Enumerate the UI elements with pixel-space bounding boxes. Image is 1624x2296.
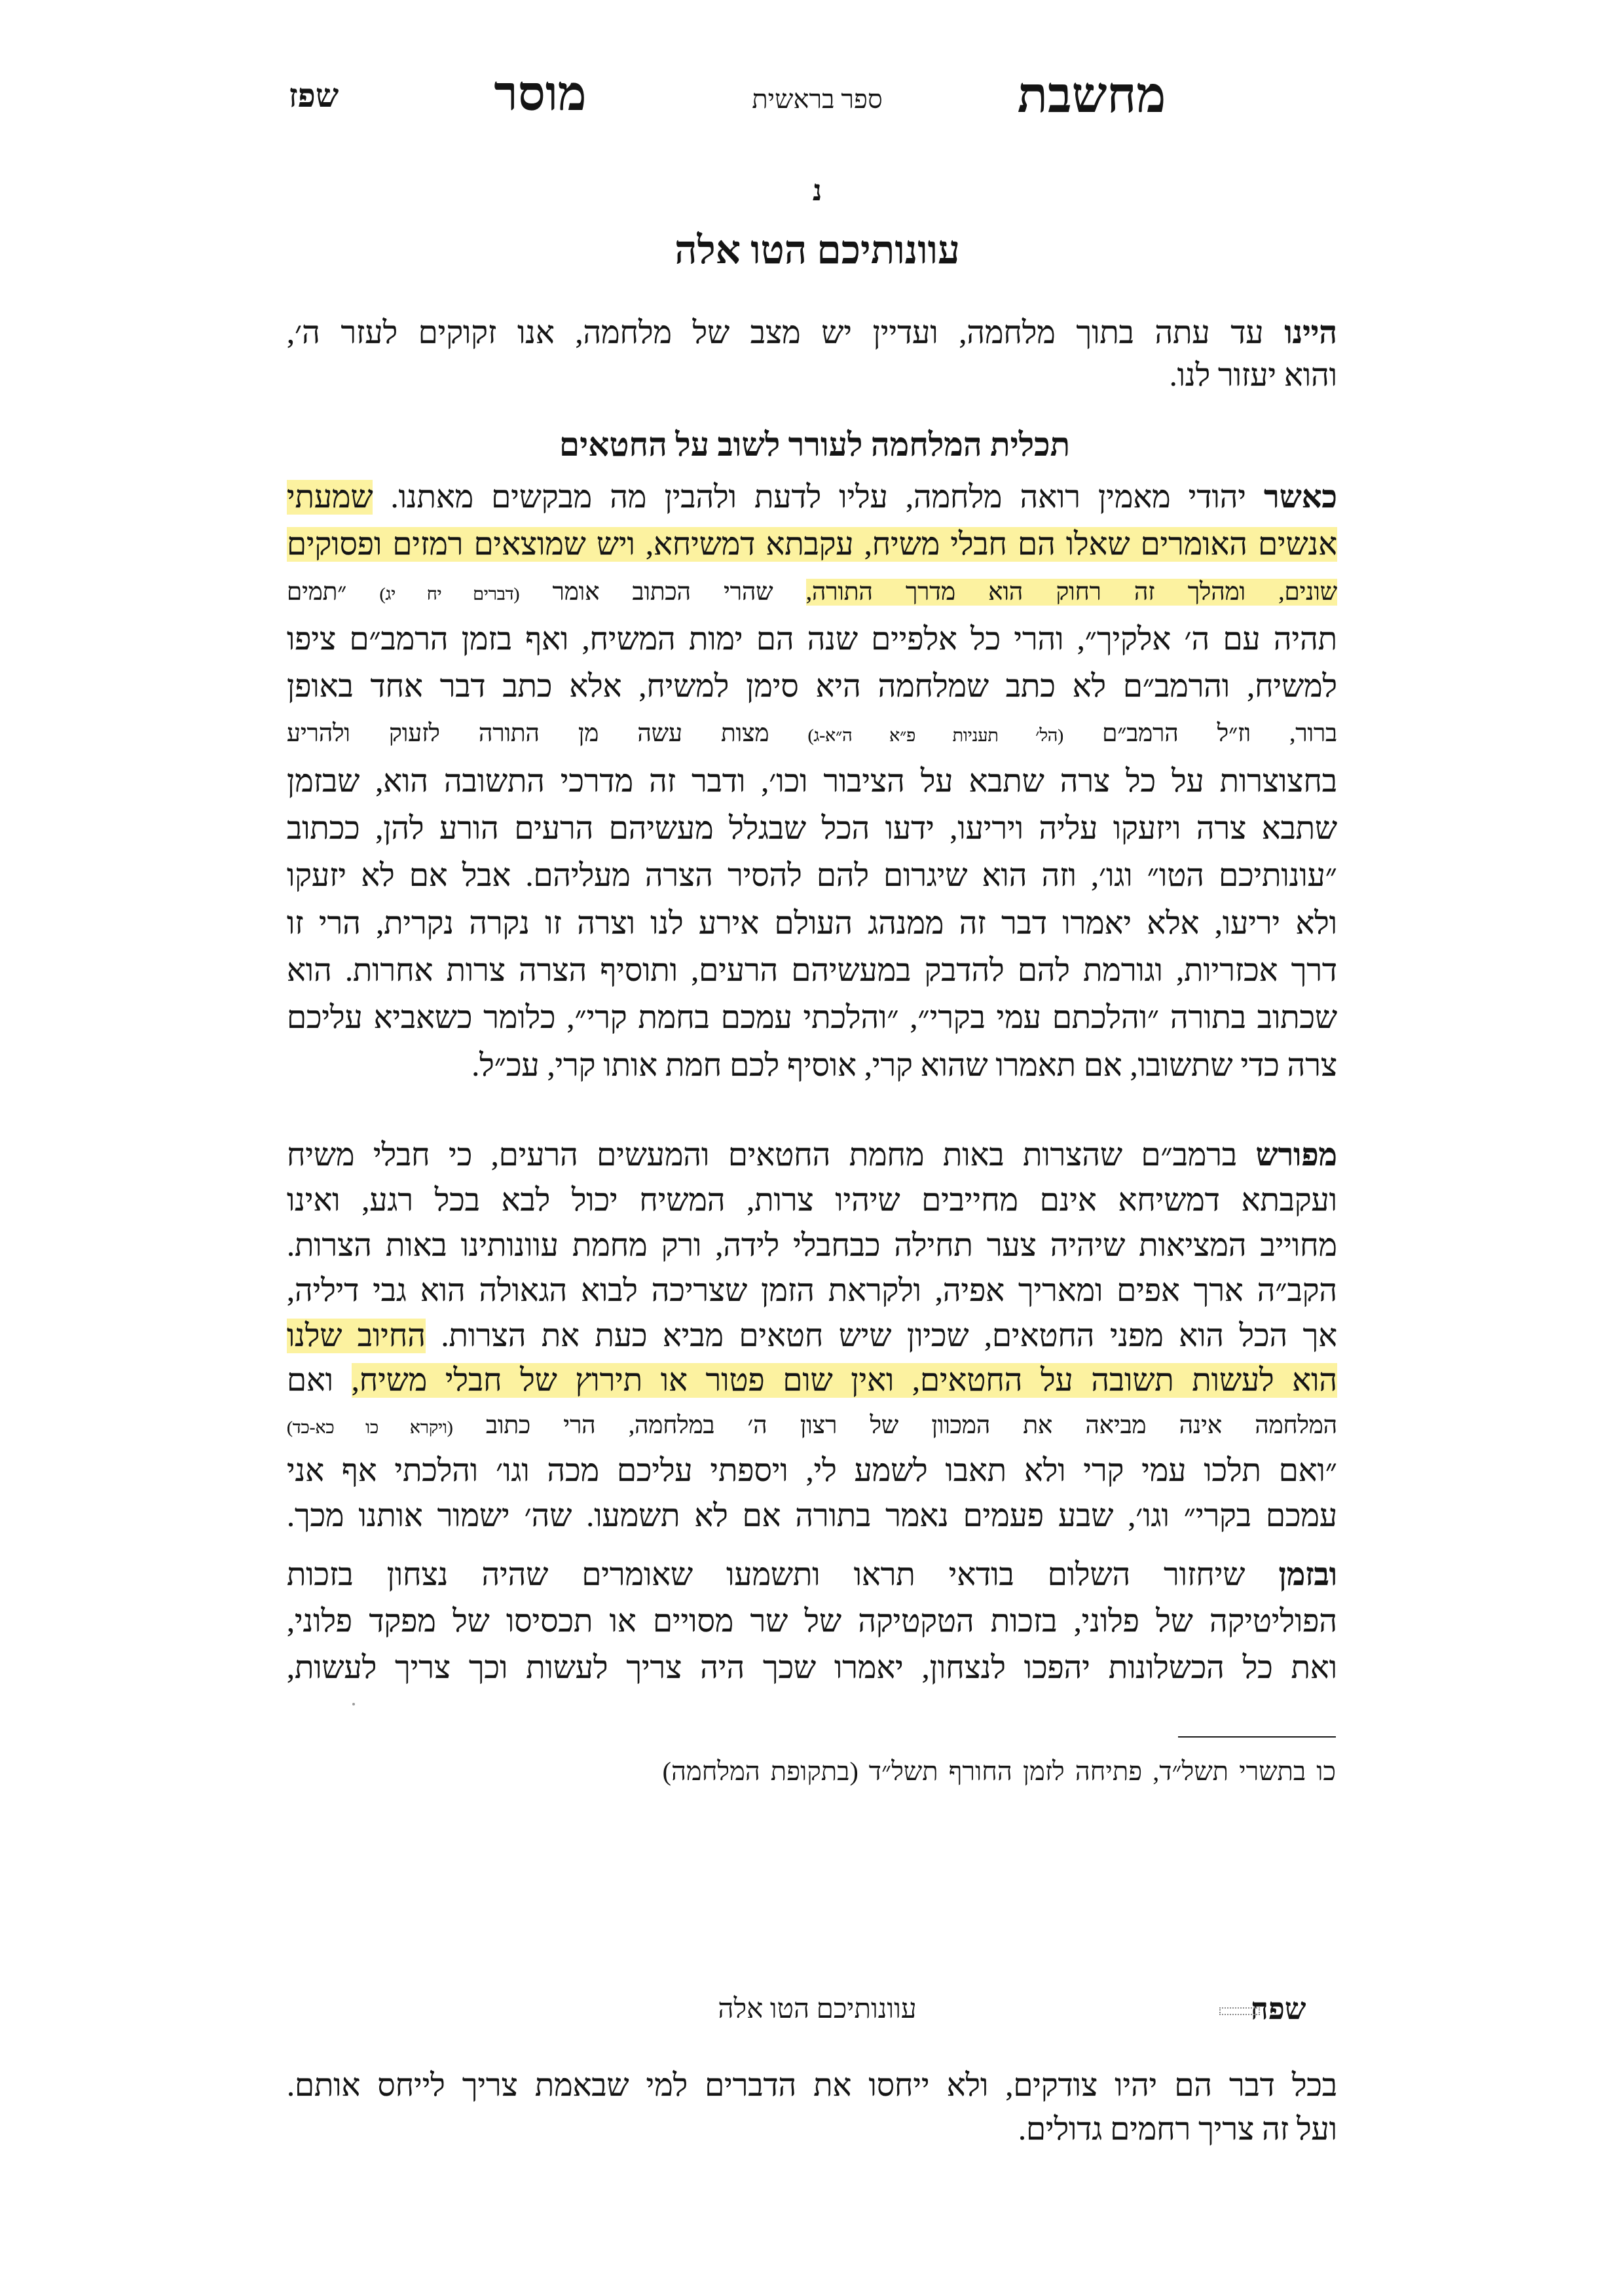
highlighted-text: שונים, ומהלך זה רחוק הוא מדרך התורה, <box>805 578 1337 606</box>
bold-lead-word: כאשר <box>1264 480 1337 515</box>
highlighted-text: שמעתי <box>287 480 373 515</box>
source-citation: (הל׳ תעניות פ״א ה״א-ג) <box>807 725 1064 746</box>
text-line <box>287 1133 1337 1178</box>
intro-paragraph <box>287 312 1337 397</box>
footnote-rule <box>1178 1736 1336 1738</box>
text-line <box>287 1314 1337 1359</box>
text-line <box>287 1178 1337 1224</box>
text-segment: מחוייב המציאות שיהיה צער תחילה כבחבלי לידה, ורק מחמת עוונותינו באות הצרות. <box>287 1228 1337 1263</box>
text-segment: שכתוב בתורה ״והלכתם עמי בקרי״, ״והלכתי עמכם בחמת קרי״, כלומר כשאביא עליכם <box>287 1000 1337 1036</box>
paragraph-purpose-of-war <box>287 474 1337 1089</box>
text-segment: ועקבתא דמשיחא אינם מחייבים שיהיו צרות, המשיח יכול לבא בכל רגע, ואינו <box>287 1182 1337 1218</box>
text-segment: הקב״ה ארך אפים ומאריך אפיה, ולקראת הזמן שצריכה לבוא הגאולה הוא גבי דיליה, <box>287 1273 1337 1308</box>
paragraph-after-peace <box>287 1552 1337 1691</box>
text-segment: ולא יריעו, אלא יאמרו דבר זה ממנהג העולם אירע לנו וצרה זו נקרה נקרית, הרי זו <box>287 905 1337 941</box>
text-segment: ועל זה צריך רחמים גדולים. <box>1018 2112 1337 2147</box>
text-line <box>287 947 1337 994</box>
text-line <box>287 1552 1337 1598</box>
text-segment: עד עתה בתוך מלחמה, ועדיין יש מצב של מלחמה, אנו זקוקים לעזר ה׳, <box>287 316 1285 350</box>
text-segment: למשיח, והרמב״ם לא כתב שמלחמה היא סימן למשיח, אלא כתב דבר אחד באופן <box>287 669 1337 704</box>
text-line <box>287 2107 1337 2151</box>
text-line <box>287 616 1337 663</box>
source-citation: (ויקרא כו כא-כד) <box>287 1417 453 1438</box>
text-line <box>287 852 1337 900</box>
text-segment: יהודי מאמין רואה מלחמה, עליו לדעת ולהבין מה מבקשים מאתנו. <box>373 480 1264 515</box>
text-segment: צרה כדי שתשובו, אם תאמרו שהוא קרי, אוסיף לכם חמת אותו קרי, עכ״ל. <box>471 1048 1337 1083</box>
text-segment: שתבא צרה ויזעקו עליה ויריעו, ידעו הכל שבגלל מעשיהם הרעים הורע להן, ככתוב <box>287 811 1337 847</box>
bold-lead-word: מפורש <box>1255 1138 1337 1173</box>
chapter-letter: נ <box>812 175 822 207</box>
text-segment: בחצוצרות על כל צרה שתבא על הציבור וכו׳, ודבר זה מדרכי התשובה הוא, שבזמן <box>287 763 1337 799</box>
header-right-label: מחשבת <box>1017 68 1166 123</box>
text-segment: דרך אכזריות, וגורמת להם להדבק במעשיהם הרעים, ותוסיף הצרה צרות אחרות. הוא <box>287 953 1337 988</box>
scan-mark <box>1219 2007 1260 2015</box>
highlighted-text: אנשים האומרים שאלו הם חבלי משיח, עקבתא דמשיחא, ויש שמוצאים רמזים ופסוקים <box>287 527 1337 562</box>
text-segment: אך הכל הוא מפני החטאים, שכיון שיש חטאים מביא כעת את הצרות. <box>425 1318 1337 1353</box>
text-line <box>287 1224 1337 1269</box>
text-line <box>287 1645 1337 1691</box>
text-segment: ״עונותיכם הטו״ וגו׳, וזה הוא שיגרום להם להסיר הצרה מעליהם. אבל אם לא יזעקו <box>287 858 1337 894</box>
text-segment: והוא יעזור לנו. <box>1169 358 1337 393</box>
text-line <box>287 663 1337 710</box>
text-line <box>287 2064 1337 2107</box>
text-line <box>287 758 1337 805</box>
bold-lead-word: היינו <box>1284 316 1337 350</box>
text-segment: המלחמה אינה מביאה את המכוון של רצון ה׳ במלחמה, הרי כתוב <box>452 1412 1337 1440</box>
text-segment: תהיה עם ה׳ אלקיך״, והרי כל אלפיים שנה הם ימות המשיח, ואף בזמן הרמב״ם ציפו <box>287 621 1337 657</box>
text-segment: ברור, וז״ל הרמב״ם <box>1063 720 1337 748</box>
text-segment: בכל דבר הם יהיו צודקים, ולא ייחסו את הדברים למי שבאמת צריך לייחס אותם. <box>287 2068 1337 2103</box>
page-number: שפז <box>288 77 339 114</box>
text-line <box>287 1449 1337 1494</box>
text-line <box>287 1494 1337 1539</box>
highlighted-text: החיוב שלנו <box>287 1318 426 1353</box>
text-line <box>287 1269 1337 1314</box>
text-segment: ״ואם תלכו עמי קרי ולא תאבו לשמע לי, ויספתי עליכם מכה וגו׳ והלכתי אף אני <box>287 1453 1337 1489</box>
source-citation: (דברים יח יג) <box>379 583 520 604</box>
text-line <box>287 474 1337 521</box>
bold-lead-word: ובזמן <box>1278 1558 1337 1592</box>
text-line <box>287 994 1337 1042</box>
section-heading: תכלית המלחמה לעורר לשוב על החטאים <box>559 426 1071 463</box>
text-segment: עמכם בקרי״ וגו׳, שבע פעמים נאמר בתורה אם לא תשמעו. שה׳ ישמור אותנו מכך. <box>287 1499 1337 1534</box>
text-segment: שיחזור השלום בודאי תראו ותשמעו שאומרים שהיה נצחון בזכות <box>287 1558 1279 1592</box>
print-speck <box>352 1703 355 1705</box>
text-line <box>287 1042 1337 1089</box>
text-line <box>287 805 1337 852</box>
text-segment: ואת כל הכשלונות יהפכו לנצחון, יאמרו שכך היה צריך לעשות וכך צריך לעשות, <box>287 1650 1337 1685</box>
text-line <box>287 900 1337 947</box>
text-line <box>287 710 1337 757</box>
paragraph-rambam-explained <box>287 1133 1337 1539</box>
header-left-label: מוסר <box>494 67 587 121</box>
next-page-paragraph <box>287 2064 1337 2151</box>
text-line <box>287 1404 1337 1449</box>
text-segment: ברמב״ם שהצרות באות מחמת החטאים והמעשים הרעים, כי חבלי משיח <box>287 1138 1256 1173</box>
highlighted-text: הוא לעשות תשובה על החטאים, ואין שום פטור או תירוץ של חבלי משיח, <box>351 1363 1337 1398</box>
text-segment: שהרי הכתוב אומר <box>519 578 806 606</box>
text-segment: ואם <box>287 1363 352 1398</box>
footnote: כו בתשרי תשל״ד, פתיחה לזמן החורף תשל״ד (בתקופת המלחמה) <box>662 1757 1336 1786</box>
text-line <box>287 521 1337 568</box>
chapter-title: עוונותיכם הטו אלה <box>674 228 960 272</box>
text-segment: מצות עשה מן התורה לזעוק ולהריע <box>287 720 808 748</box>
text-segment: ״תמים <box>287 578 380 606</box>
next-page-running-title: עוונותיכם הטו אלה <box>718 1994 917 2024</box>
text-line <box>287 1358 1337 1404</box>
header-book-name: ספר בראשית <box>752 84 883 114</box>
text-line <box>287 1598 1337 1645</box>
next-page-number: שפח <box>1250 1992 1306 2026</box>
text-line <box>287 354 1337 397</box>
text-segment: הפוליטיקה של פלוני, בזכות הטקטיקה של שר מסויים או תכסיסו של מפקד פלוני, <box>287 1604 1337 1639</box>
text-line <box>287 569 1337 616</box>
text-line <box>287 312 1337 354</box>
